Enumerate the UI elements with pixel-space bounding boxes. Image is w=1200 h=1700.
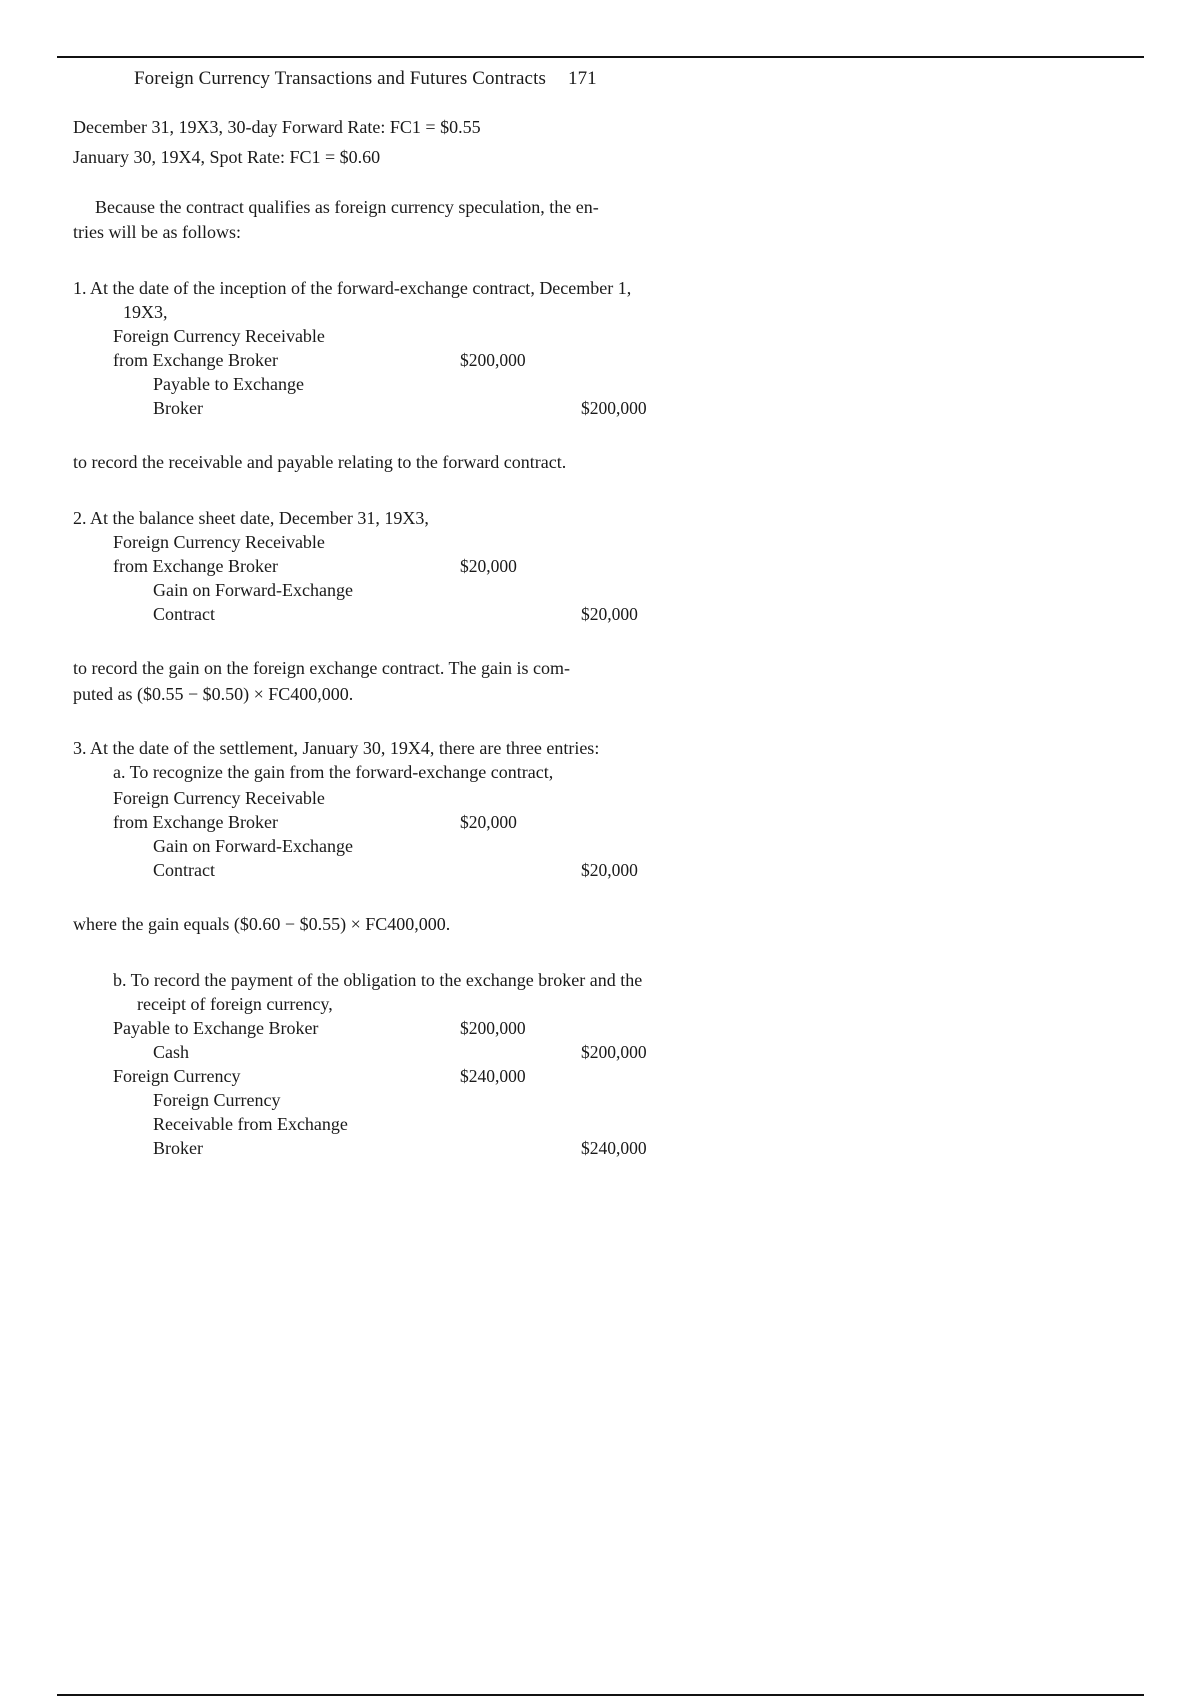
- entry2-debit-amount: $20,000: [460, 556, 517, 576]
- entry3b2-credit-amount: $240,000: [581, 1138, 647, 1158]
- entry3a-heading: a. To recognize the gain from the forward-exchange contract,: [113, 762, 554, 782]
- entry2-heading: 2. At the balance sheet date, December 31, 19X3,: [73, 508, 429, 528]
- top-rule: [57, 56, 1144, 58]
- entry3a-debit-account-cont: from Exchange Broker: [113, 812, 278, 832]
- entry3b-heading-cont: receipt of foreign currency,: [137, 994, 333, 1014]
- entry3b-heading: b. To record the payment of the obligation to the exchange broker and the: [113, 970, 643, 990]
- entry3-heading: 3. At the date of the settlement, January 30, 19X4, there are three entries:: [73, 738, 600, 758]
- page-number: 171: [567, 68, 597, 89]
- entry2-credit-account: Gain on Forward-Exchange: [153, 580, 353, 600]
- bottom-rule: [57, 1694, 1144, 1696]
- entry3b1-debit-account: Payable to Exchange Broker: [113, 1018, 319, 1038]
- entry1-note: to record the receivable and payable relating to the forward contract.: [73, 452, 567, 472]
- entry2-credit-account-cont: Contract: [153, 604, 215, 624]
- entry3a-credit-account: Gain on Forward-Exchange: [153, 836, 353, 856]
- entry3a-debit-account: Foreign Currency Receivable: [113, 788, 325, 808]
- entry1-debit-account-cont: from Exchange Broker: [113, 350, 278, 370]
- entry1-credit-amount: $200,000: [581, 398, 647, 418]
- entry3b1-debit-amount: $200,000: [460, 1018, 526, 1038]
- entry3b2-debit-amount: $240,000: [460, 1066, 526, 1086]
- intro-line-1: Because the contract qualifies as foreign currency speculation, the en-: [95, 197, 599, 217]
- entry1-heading: 1. At the date of the inception of the forward-exchange contract, December 1,: [73, 278, 632, 298]
- entry3b2-credit-account: Foreign Currency: [153, 1090, 281, 1110]
- entry2-debit-account-cont: from Exchange Broker: [113, 556, 278, 576]
- intro-line-2: tries will be as follows:: [73, 222, 241, 242]
- entry3a-debit-amount: $20,000: [460, 812, 517, 832]
- running-header: [134, 68, 597, 90]
- entry1-debit-account: Foreign Currency Receivable: [113, 326, 325, 346]
- entry1-credit-account-cont: Broker: [153, 398, 203, 418]
- entry2-note-1: to record the gain on the foreign exchange contract. The gain is com-: [73, 658, 570, 678]
- rate-forward: December 31, 19X3, 30-day Forward Rate: FC1 = $0.55: [73, 117, 481, 137]
- entry2-credit-amount: $20,000: [581, 604, 638, 624]
- entry3b2-credit-account-cont2: Broker: [153, 1138, 203, 1158]
- entry1-heading-cont: 19X3,: [123, 302, 168, 322]
- entry3a-credit-amount: $20,000: [581, 860, 638, 880]
- entry2-note-2: puted as ($0.55 − $0.50) × FC400,000.: [73, 684, 354, 704]
- header-title: Foreign Currency Transactions and Futures Contracts: [134, 68, 546, 89]
- entry3b2-debit-account: Foreign Currency: [113, 1066, 241, 1086]
- entry1-credit-account: Payable to Exchange: [153, 374, 304, 394]
- entry2-debit-account: Foreign Currency Receivable: [113, 532, 325, 552]
- entry3b1-credit-amount: $200,000: [581, 1042, 647, 1062]
- entry3b1-credit-account: Cash: [153, 1042, 189, 1062]
- rate-spot: January 30, 19X4, Spot Rate: FC1 = $0.60: [73, 147, 381, 167]
- entry3a-credit-account-cont: Contract: [153, 860, 215, 880]
- entry3b2-credit-account-cont: Receivable from Exchange: [153, 1114, 348, 1134]
- entry1-debit-amount: $200,000: [460, 350, 526, 370]
- entry3a-note: where the gain equals ($0.60 − $0.55) × FC400,000.: [73, 914, 451, 934]
